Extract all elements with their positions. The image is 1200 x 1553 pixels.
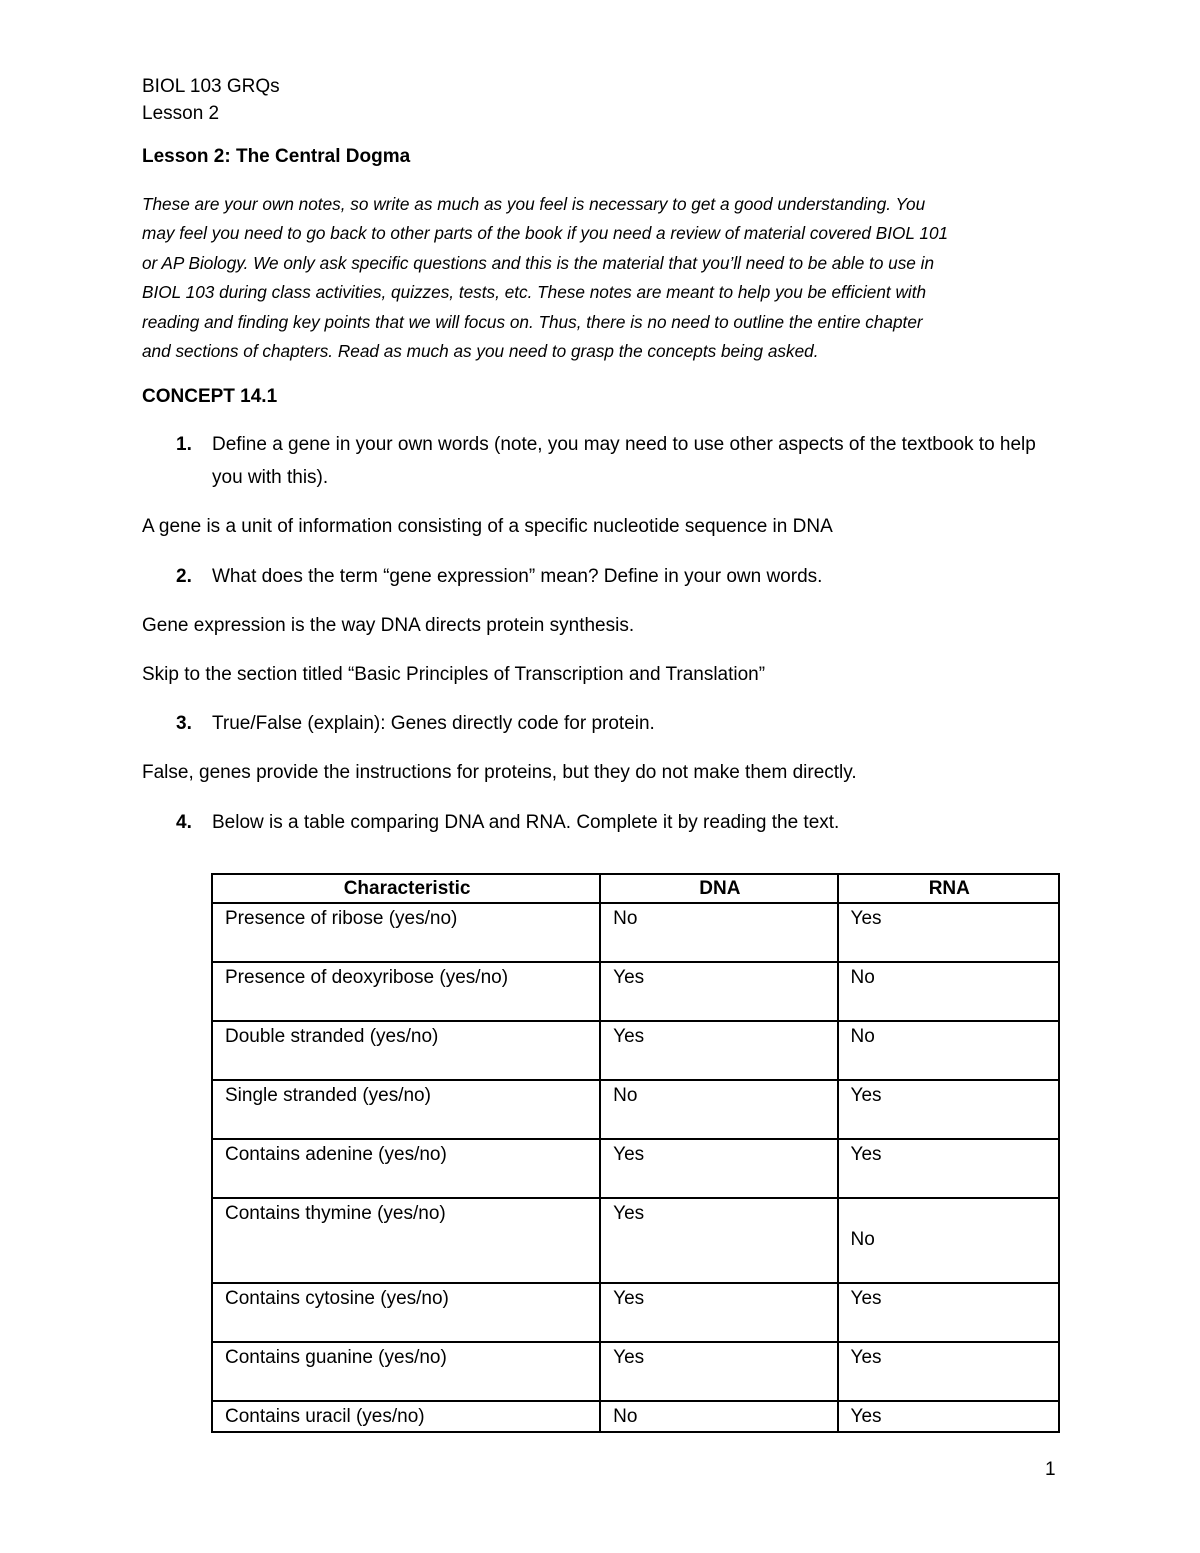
table-cell: No (838, 1198, 1059, 1283)
course-header: BIOL 103 GRQs (142, 76, 280, 97)
table-cell: Contains adenine (yes/no) (212, 1139, 600, 1198)
table-cell: No (600, 1401, 837, 1432)
intro-paragraph (142, 190, 1062, 366)
table-row (212, 1080, 1059, 1139)
table-cell: Presence of ribose (yes/no) (212, 903, 600, 962)
page-title: Lesson 2: The Central Dogma (142, 146, 411, 167)
question-text: True/False (explain): Genes directly code for protein. (212, 713, 655, 734)
question-number: 2. (176, 566, 192, 587)
table-row (212, 1283, 1059, 1342)
table-row (212, 903, 1059, 962)
intro-line: These are your own notes, so write as much as you feel is necessary to get a good understanding. You (142, 194, 926, 214)
table-cell: No (600, 903, 837, 962)
table-cell: Yes (600, 962, 837, 1021)
table-cell: Yes (838, 1342, 1059, 1401)
dna-rna-comparison-table (211, 873, 1060, 1433)
intro-line: or AP Biology. We only ask specific questions and this is the material that you’ll need to be able to use in (142, 252, 935, 273)
table-cell: Yes (838, 1283, 1059, 1342)
table-cell: Contains cytosine (yes/no) (212, 1283, 600, 1342)
intro-line: BIOL 103 during class activities, quizzes, tests, etc. These notes are meant to help you be efficient with (142, 282, 927, 303)
question-text: What does the term “gene expression” mean? Define in your own words. (212, 566, 823, 587)
table-cell: Yes (600, 1139, 837, 1198)
table-row (212, 1021, 1059, 1080)
table-cell: Contains guanine (yes/no) (212, 1342, 600, 1401)
table-cell: Yes (838, 903, 1059, 962)
answer-1: A gene is a unit of information consisting of a specific nucleotide sequence in DNA (142, 516, 833, 537)
table-cell: Contains thymine (yes/no) (212, 1198, 600, 1283)
intro-line: reading and finding key points that we will focus on. Thus, there is no need to outline the entire chapter (142, 311, 923, 332)
concept-heading: CONCEPT 14.1 (142, 386, 278, 407)
table-cell: Yes (838, 1139, 1059, 1198)
question-number: 1. (176, 434, 192, 455)
column-header-characteristic: Characteristic (212, 874, 600, 903)
skip-note: Skip to the section titled “Basic Principles of Transcription and Translation” (142, 664, 766, 685)
answer-2: Gene expression is the way DNA directs protein synthesis. (142, 615, 635, 636)
question-text: Below is a table comparing DNA and RNA. Complete it by reading the text. (212, 812, 840, 833)
table-row (212, 1139, 1059, 1198)
table-cell: No (838, 1021, 1059, 1080)
table-cell: No (600, 1080, 837, 1139)
table-cell: Yes (600, 1198, 837, 1283)
table-row (212, 962, 1059, 1021)
table-header-row (212, 874, 1059, 903)
question-4 (176, 806, 1056, 839)
table-cell: Presence of deoxyribose (yes/no) (212, 962, 600, 1021)
column-header-rna: RNA (838, 874, 1059, 903)
table-cell: Yes (838, 1080, 1059, 1139)
question-number: 3. (176, 713, 192, 734)
table-row (212, 1342, 1059, 1401)
page-number: 1 (1045, 1459, 1056, 1480)
table-cell: Yes (600, 1283, 837, 1342)
answer-3: False, genes provide the instructions for proteins, but they do not make them directly. (142, 762, 857, 783)
intro-line: may feel you need to go back to other parts of the book if you need a review of material covered BIOL 101 (142, 223, 949, 244)
table-cell: Single stranded (yes/no) (212, 1080, 600, 1139)
table-cell: Yes (838, 1401, 1059, 1432)
intro-line: and sections of chapters. Read as much as you need to grasp the concepts being asked. (142, 341, 819, 362)
column-header-dna: DNA (600, 874, 837, 903)
question-number: 4. (176, 812, 192, 833)
question-3 (176, 707, 1056, 740)
table-cell: Double stranded (yes/no) (212, 1021, 600, 1080)
lesson-header: Lesson 2 (142, 103, 220, 124)
table-cell: No (838, 962, 1059, 1021)
table-row (212, 1401, 1059, 1432)
table-row (212, 1198, 1059, 1283)
question-text: Define a gene in your own words (note, you may need to use other aspects of the textbook to help you with this). (212, 434, 1036, 488)
question-2 (176, 560, 1056, 593)
table-cell: Yes (600, 1021, 837, 1080)
table-cell: Yes (600, 1342, 837, 1401)
question-1 (176, 428, 1056, 494)
table-cell: Contains uracil (yes/no) (212, 1401, 600, 1432)
